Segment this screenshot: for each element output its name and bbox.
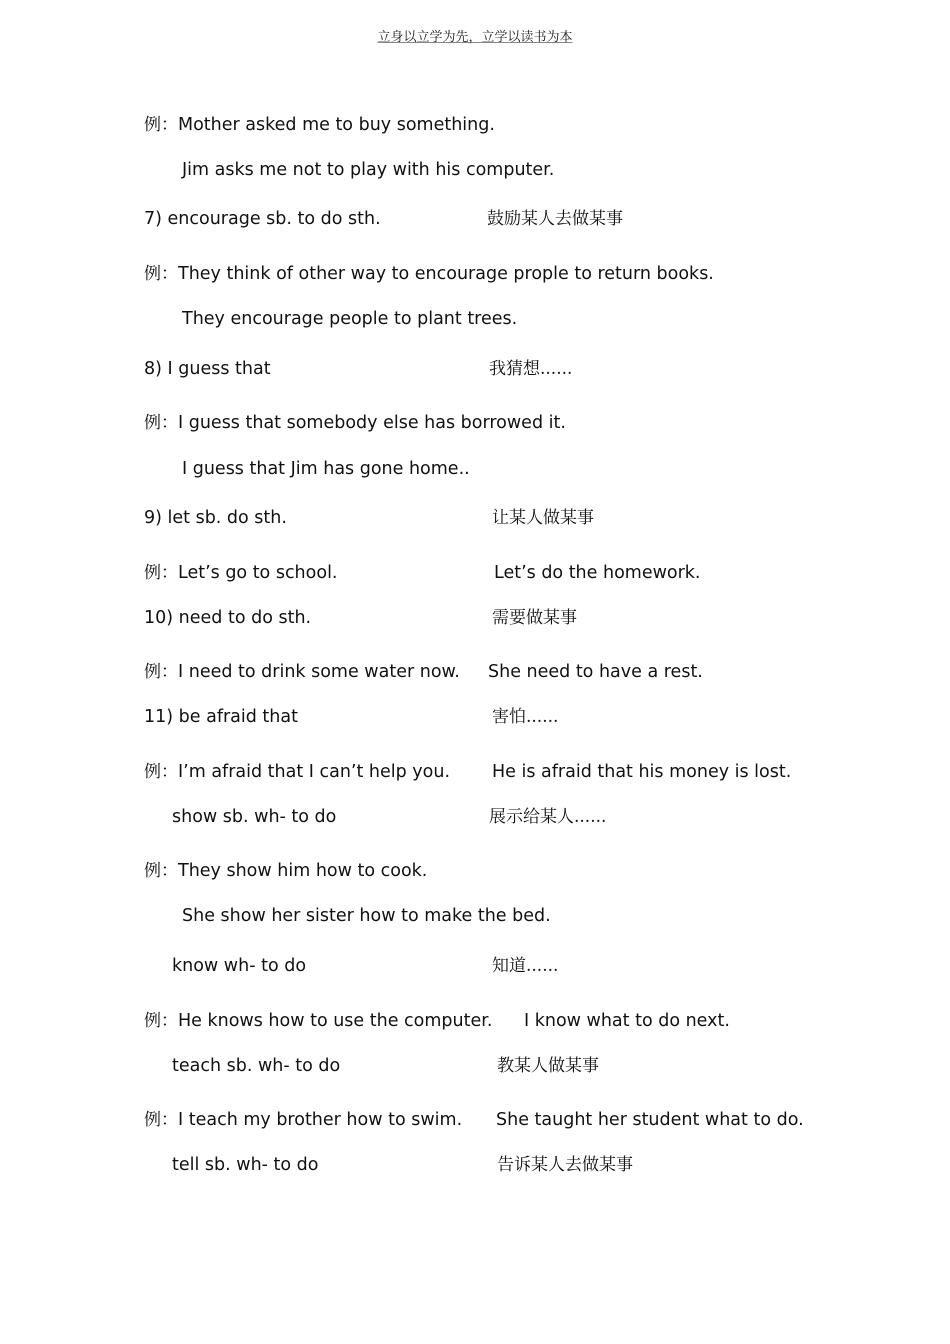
text-line [182,307,517,331]
text-line [144,859,427,883]
line-text: Let’s go to school. [178,563,338,583]
example-marker: 例： [144,115,178,135]
line-text: They encourage people to plant trees. [182,309,518,329]
page-header: 立身以立学为先，立学以读书为本 [377,30,573,45]
text-line [144,660,460,684]
chinese-meaning: 让某人做某事 [492,508,594,528]
text-line [182,904,551,928]
text-line [144,606,311,630]
example-marker: 例： [144,264,178,284]
chinese-meaning: 鼓励某人去做某事 [487,209,623,229]
text-line [144,561,338,585]
chinese-meaning: 知道...... [492,956,559,976]
chinese-meaning: 需要做某事 [492,608,577,628]
line-text: I teach my brother how to swim. [178,1110,463,1130]
line-text: He knows how to use the computer. [178,1011,493,1031]
example-marker: 例： [144,861,178,881]
line-text: 10) need to do sth. [144,608,312,628]
line-text: teach sb. wh- to do [172,1056,341,1076]
line-text: 8) I guess that [144,359,271,379]
line-text: Mother asked me to buy something. [178,115,495,135]
line-text: They show him how to cook. [178,861,428,881]
line-text: I’m afraid that I can’t help you. [178,762,451,782]
line-text: They think of other way to encourage prople to return books. [178,264,714,284]
line-text: I guess that Jim has gone home.. [182,459,470,479]
text-line [144,1009,492,1033]
second-example: Let’s do the homework. [494,563,701,583]
text-line [172,954,306,978]
chinese-meaning: 害怕...... [492,707,559,727]
text-line [144,760,450,784]
chinese-meaning: 告诉某人去做某事 [497,1155,633,1175]
text-line [144,357,271,381]
line-text: know wh- to do [172,956,307,976]
line-text: show sb. wh- to do [172,807,337,827]
text-line [144,262,714,286]
example-marker: 例： [144,413,178,433]
second-example: I know what to do next. [524,1011,730,1031]
example-marker: 例： [144,563,178,583]
text-line [172,1054,340,1078]
text-line [144,207,381,231]
text-line [144,1108,462,1132]
second-example: She taught her student what to do. [496,1110,804,1130]
second-example: She need to have a rest. [488,662,703,682]
text-line [182,457,470,481]
text-line [144,113,495,137]
example-marker: 例： [144,662,178,682]
line-text: I guess that somebody else has borrowed it. [178,413,566,433]
text-line [144,411,566,435]
text-line [182,158,554,182]
line-text: 9) let sb. do sth. [144,508,287,528]
line-text: tell sb. wh- to do [172,1155,319,1175]
chinese-meaning: 展示给某人...... [489,807,607,827]
chinese-meaning: 教某人做某事 [497,1056,599,1076]
text-line [172,1153,319,1177]
chinese-meaning: 我猜想...... [489,359,573,379]
second-example: He is afraid that his money is lost. [492,762,792,782]
line-text: 11) be afraid that [144,707,298,727]
example-marker: 例： [144,762,178,782]
text-line [144,705,298,729]
line-text: I need to drink some water now. [178,662,460,682]
text-line [172,805,336,829]
example-marker: 例： [144,1011,178,1031]
line-text: Jim asks me not to play with his computer. [182,160,555,180]
example-marker: 例： [144,1110,178,1130]
line-text: 7) encourage sb. to do sth. [144,209,381,229]
line-text: She show her sister how to make the bed. [182,906,551,926]
text-line [144,506,287,530]
